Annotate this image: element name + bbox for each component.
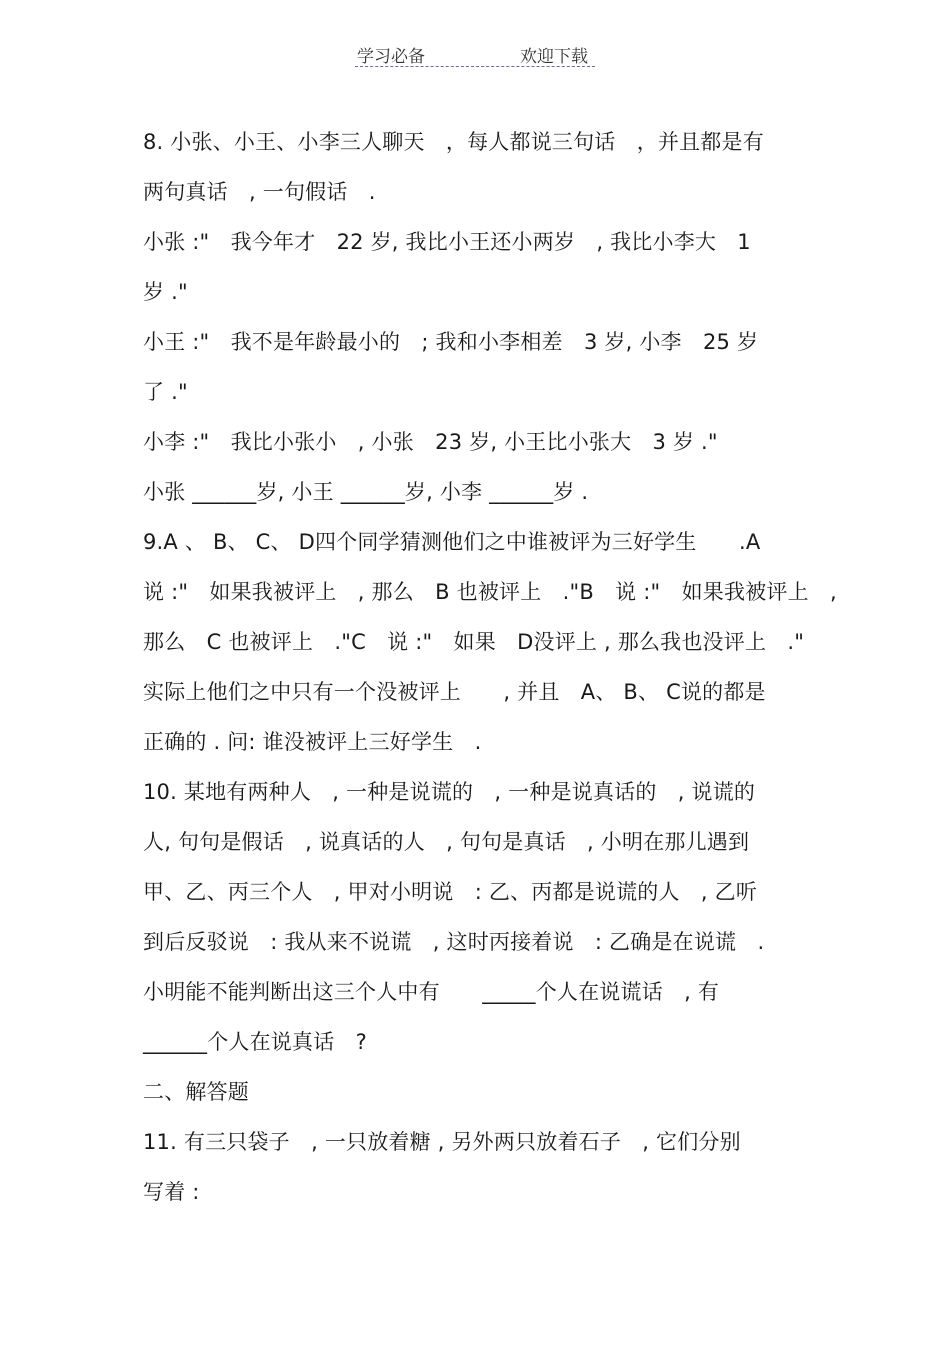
text-line: 实际上他们之中只有一个没被评上 , 并且 A、 B、 C说的都是 <box>143 680 766 704</box>
text-line: 小李 :" 我比小张小 , 小张 23 岁, 小王比小张大 3 岁 ." <box>143 430 718 454</box>
text-line: 甲、乙、丙三个人 , 甲对小明说 : 乙、丙都是说谎的人 , 乙听 <box>143 880 758 904</box>
text-line: 岁 ." <box>143 280 188 304</box>
text-line: 人, 句句是假话 , 说真话的人 , 句句是真话 , 小明在那儿遇到 <box>143 830 750 854</box>
header-right-text: 欢迎下载 <box>520 47 588 67</box>
text-line: 了 ." <box>143 380 188 404</box>
text-line: 11. 有三只袋子 , 一只放着糖 , 另外两只放着石子 , 它们分别 <box>143 1130 741 1154</box>
header-left-text: 学习必备 <box>357 47 425 67</box>
page-header <box>355 42 595 67</box>
text-line: 那么 C 也被评上 ."C 说 :" 如果 D没评上 , 那么我也没评上 ." <box>143 630 805 654</box>
text-line: 9.A 、 B、 C、 D四个同学猜测他们之中谁被评为三好学生 .A <box>143 530 761 554</box>
text-line: 到后反驳说 : 我从来不说谎 , 这时丙接着说 : 乙确是在说谎 . <box>143 930 765 954</box>
text-line: 正确的 . 问: 谁没被评上三好学生 . <box>143 730 482 754</box>
text-line: 小张 :" 我今年才 22 岁, 我比小王还小两岁 , 我比小李大 1 <box>143 230 751 254</box>
section-heading: 二、解答题 <box>143 1080 249 1104</box>
text-line: 小张 ______岁, 小王 ______岁, 小李 ______岁 . <box>143 480 589 504</box>
text-line: 说 :" 如果我被评上 , 那么 B 也被评上 ."B 说 :" 如果我被评上 , <box>143 580 837 604</box>
text-line: 小王 :" 我不是年龄最小的 ; 我和小李相差 3 岁, 小李 25 岁 <box>143 330 759 354</box>
text-line: 8. 小张、小王、小李三人聊天 ，每人都说三句话 ，并且都是有 <box>143 130 764 154</box>
text-line: 10. 某地有两种人 , 一种是说谎的 , 一种是说真话的 , 说谎的 <box>143 780 756 804</box>
text-line: 写着 : <box>143 1180 200 1204</box>
text-line: 小明能不能判断出这三个人中有 _____个人在说谎话 , 有 <box>143 980 720 1004</box>
text-line: ______个人在说真话 ? <box>143 1030 367 1054</box>
document-body <box>143 117 837 1217</box>
text-line: 两句真话 , 一句假话 . <box>143 180 376 204</box>
